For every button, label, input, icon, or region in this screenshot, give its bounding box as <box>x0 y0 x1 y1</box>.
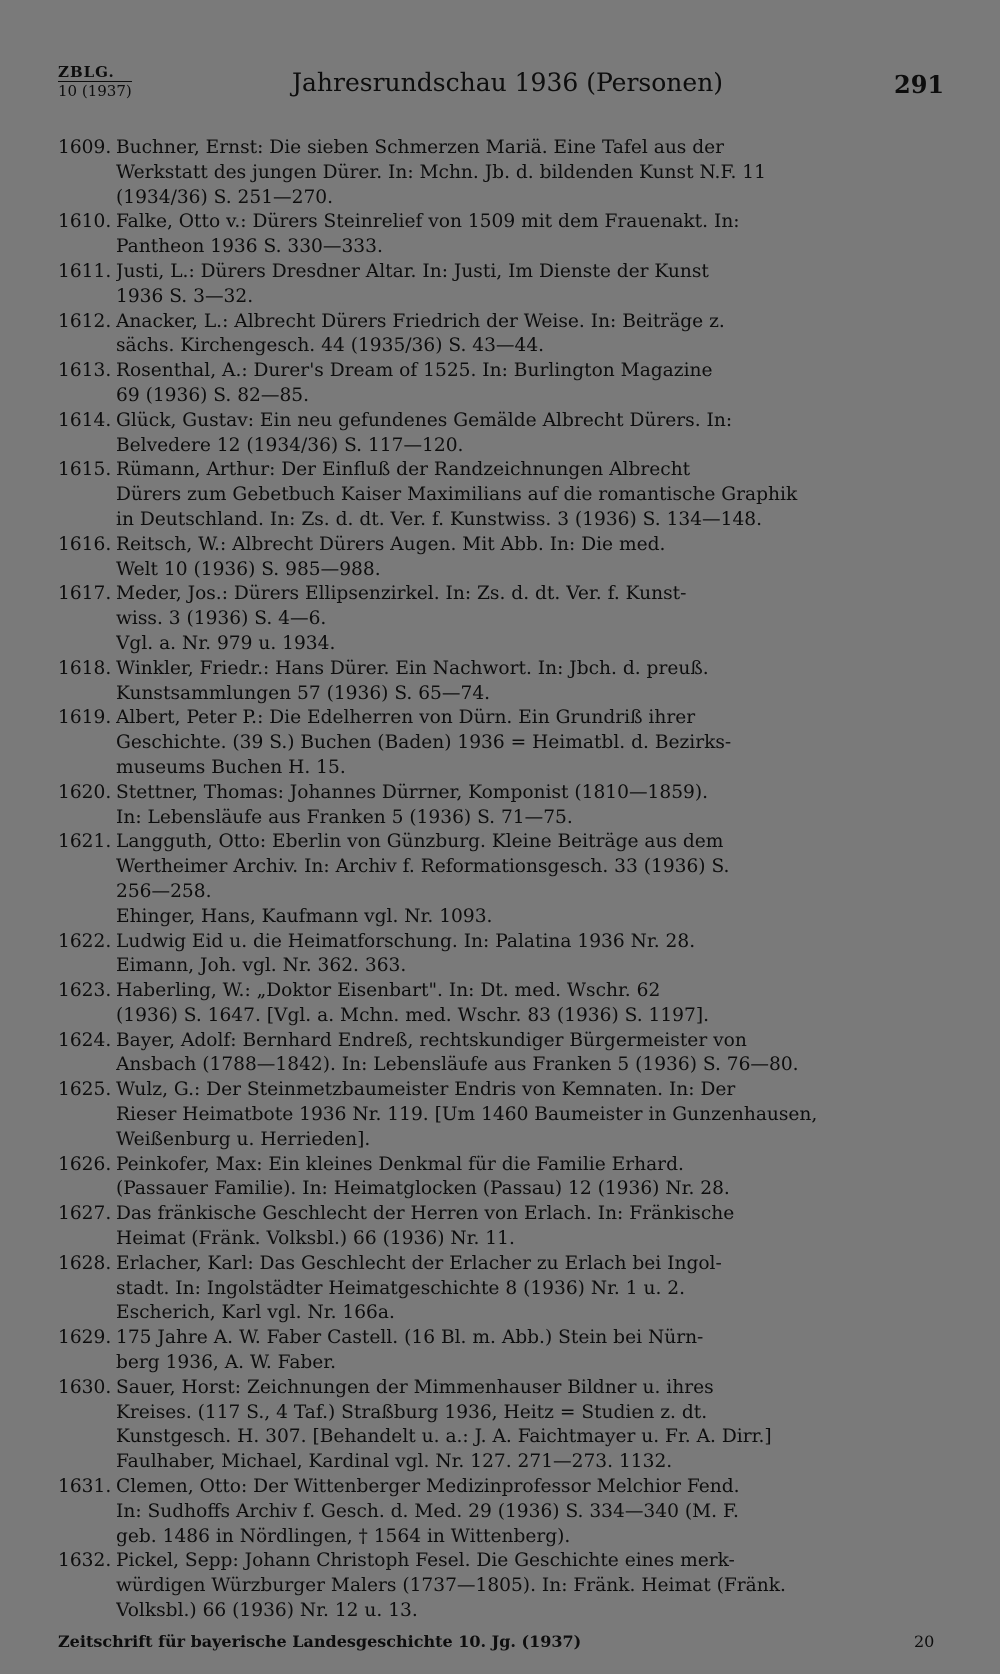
entry-line: Dürers zum Gebetbuch Kaiser Maximilians auf die romantische Graphik <box>116 484 798 506</box>
entry-line: Rieser Heimatbote 1936 Nr. 119. [Um 1460 Baumeister in Gunzenhausen, <box>116 1104 818 1126</box>
entry-number: 1632. <box>58 1550 112 1572</box>
entry-number: 1620. <box>58 781 112 803</box>
entry-text <box>116 706 936 780</box>
entry-number: 1624. <box>58 1029 112 1051</box>
footer-journal: Zeitschrift für bayerische Landesgeschichte 10. Jg. (1937) <box>58 1632 582 1651</box>
entry-line: In: Lebensläufe aus Franken 5 (1936) S. 71—75. <box>116 806 573 828</box>
bibliography-entry <box>0 1153 1000 1203</box>
entry-line: Volksbl.) 66 (1936) Nr. 12 u. 13. <box>116 1600 418 1622</box>
entry-line: (1936) S. 1647. [Vgl. a. Mchn. med. Wschr. 83 (1936) S. 1197]. <box>116 1004 710 1026</box>
entry-line: (Passauer Familie). In: Heimatglocken (Passau) 12 (1936) Nr. 28. <box>116 1178 730 1200</box>
entry-line: Vgl. a. Nr. 979 u. 1934. <box>116 632 336 654</box>
entry-line: Belvedere 12 (1934/36) S. 117—120. <box>116 434 464 456</box>
entry-line: geb. 1486 in Nördlingen, † 1564 in Wittenberg). <box>116 1525 571 1547</box>
entry-line: Pickel, Sepp: Johann Christoph Fesel. Die Geschichte eines merk- <box>116 1550 735 1572</box>
entry-line: Ludwig Eid u. die Heimatforschung. In: Palatina 1936 Nr. 28. <box>116 930 696 952</box>
entry-line: Langguth, Otto: Eberlin von Günzburg. Kleine Beiträge aus dem <box>116 831 724 853</box>
entry-number: 1623. <box>58 980 112 1002</box>
bibliography-entry <box>0 930 1000 980</box>
entry-number: 1614. <box>58 409 112 431</box>
bibliography-entry <box>0 979 1000 1029</box>
entry-line: Ansbach (1788—1842). In: Lebensläufe aus Franken 5 (1936) S. 76—80. <box>116 1054 799 1076</box>
entry-line: Welt 10 (1936) S. 985—988. <box>116 558 381 580</box>
entry-line: (1934/36) S. 251—270. <box>116 186 334 208</box>
bibliography-entry <box>0 905 1000 930</box>
entry-number: 1615. <box>58 459 112 481</box>
entry-line: Anacker, L.: Albrecht Dürers Friedrich der Weise. In: Beiträge z. <box>116 310 725 332</box>
entry-number: 1612. <box>58 310 112 332</box>
entry-text <box>116 136 936 210</box>
bibliography-entry <box>0 210 1000 260</box>
entry-line: Meder, Jos.: Dürers Ellipsenzirkel. In: Zs. d. dt. Ver. f. Kunst- <box>116 583 687 605</box>
journal-abbreviation <box>58 64 132 100</box>
bibliography-entry <box>0 458 1000 532</box>
entry-line: In: Sudhoffs Archiv f. Gesch. d. Med. 29 (1936) S. 334—340 (M. F. <box>116 1500 739 1522</box>
entry-text <box>116 533 936 583</box>
entry-line: Das fränkische Geschlecht der Herren von Erlach. In: Fränkische <box>116 1203 735 1225</box>
entry-number: 1630. <box>58 1376 112 1398</box>
entry-line: 1936 S. 3—32. <box>116 285 254 307</box>
entry-line: Albert, Peter P.: Die Edelherren von Dürn. Ein Grundriß ihrer <box>116 707 696 729</box>
bibliography-entry <box>0 781 1000 831</box>
entry-number: 1626. <box>58 1153 112 1175</box>
entry-text <box>116 1202 936 1252</box>
entry-number: 1616. <box>58 533 112 555</box>
entry-line: Falke, Otto v.: Dürers Steinrelief von 1509 mit dem Frauenakt. In: <box>116 211 740 233</box>
entry-line: sächs. Kirchengesch. 44 (1935/36) S. 43—44. <box>116 335 545 357</box>
entry-line: Wulz, G.: Der Steinmetzbaumeister Endris von Kemnaten. In: Der <box>116 1079 736 1101</box>
entry-text <box>116 1326 936 1376</box>
entry-text <box>116 359 936 409</box>
page-number: 291 <box>894 70 945 99</box>
journal-abbr: ZBLG. <box>58 63 115 81</box>
entry-number: 1628. <box>58 1252 112 1274</box>
entry-line: Wertheimer Archiv. In: Archiv f. Reformationsgesch. 33 (1936) S. <box>116 856 730 878</box>
bibliography-entry <box>0 1376 1000 1475</box>
entry-text <box>116 1475 936 1549</box>
entry-line: stadt. In: Ingolstädter Heimatgeschichte 8 (1936) Nr. 1 u. 2. <box>116 1277 686 1299</box>
entry-text <box>116 210 936 260</box>
entry-line: würdigen Würzburger Malers (1737—1805). In: Fränk. Heimat (Fränk. <box>116 1575 786 1597</box>
entry-line: Justi, L.: Dürers Dresdner Altar. In: Justi, Im Dienste der Kunst <box>116 260 709 282</box>
entry-line: Kunstgesch. H. 307. [Behandelt u. a.: J. A. Faichtmayer u. Fr. A. Dirr.] <box>116 1426 772 1448</box>
entry-line: Sauer, Horst: Zeichnungen der Mimmenhauser Bildner u. ihres <box>116 1376 714 1398</box>
bibliography-list <box>0 136 1000 1624</box>
entry-text <box>116 409 936 459</box>
entry-number: 1609. <box>58 137 112 158</box>
entry-number: 1611. <box>58 260 112 282</box>
entry-line: Stettner, Thomas: Johannes Dürrner, Komponist (1810—1859). <box>116 781 709 803</box>
entry-number: 1629. <box>58 1327 112 1349</box>
entry-text <box>116 458 936 532</box>
entry-text <box>116 310 936 360</box>
bibliography-entry <box>0 310 1000 360</box>
entry-line: wiss. 3 (1936) S. 4—6. <box>116 608 327 630</box>
entry-text <box>116 657 936 707</box>
entry-number: 1617. <box>58 583 112 605</box>
entry-number: 1627. <box>58 1203 112 1225</box>
bibliography-entry <box>0 1549 1000 1623</box>
entry-line: Peinkofer, Max: Ein kleines Denkmal für die Familie Erhard. <box>116 1153 684 1175</box>
entry-line: berg 1936, A. W. Faber. <box>116 1352 337 1374</box>
bibliography-entry <box>0 136 1000 210</box>
entry-line: Ehinger, Hans, Kaufmann vgl. Nr. 1093. <box>116 905 493 927</box>
bibliography-entry <box>0 1326 1000 1376</box>
entry-number: 1613. <box>58 360 112 382</box>
entry-line: Geschichte. (39 S.) Buchen (Baden) 1936 = Heimatbl. d. Bezirks- <box>116 732 732 754</box>
entry-number: 1621. <box>58 831 112 853</box>
entry-line: Erlacher, Karl: Das Geschlecht der Erlacher zu Erlach bei Ingol- <box>116 1252 722 1274</box>
bibliography-entry <box>0 409 1000 459</box>
bibliography-entry <box>0 582 1000 656</box>
entry-line: 175 Jahre A. W. Faber Castell. (16 Bl. m. Abb.) Stein bei Nürn- <box>116 1327 704 1349</box>
journal-volume: 10 (1937) <box>58 82 132 100</box>
entry-line: 69 (1936) S. 82—85. <box>116 384 310 406</box>
entry-line: Escherich, Karl vgl. Nr. 166a. <box>116 1302 395 1324</box>
entry-text <box>116 1376 936 1475</box>
bibliography-entry <box>0 1029 1000 1079</box>
entry-text <box>116 1029 936 1079</box>
entry-line: Heimat (Fränk. Volksbl.) 66 (1936) Nr. 11. <box>116 1228 515 1250</box>
entry-line: Clemen, Otto: Der Wittenberger Medizinprofessor Melchior Fend. <box>116 1476 740 1498</box>
bibliography-entry <box>0 1202 1000 1252</box>
entry-number: 1610. <box>58 211 112 233</box>
entry-line: Weißenburg u. Herrieden]. <box>116 1128 371 1150</box>
entry-number: 1618. <box>58 657 112 679</box>
entry-line: Kunstsammlungen 57 (1936) S. 65—74. <box>116 682 491 704</box>
bibliography-entry <box>0 260 1000 310</box>
entry-line: in Deutschland. In: Zs. d. dt. Ver. f. Kunstwiss. 3 (1936) S. 134—148. <box>116 508 763 530</box>
entry-line: Glück, Gustav: Ein neu gefundenes Gemälde Albrecht Dürers. In: <box>116 409 733 431</box>
entry-line: Pantheon 1936 S. 330—333. <box>116 236 383 258</box>
entry-line: Werkstatt des jungen Dürer. In: Mchn. Jb. d. bildenden Kunst N.F. 11 <box>116 161 766 183</box>
bibliography-entry <box>0 657 1000 707</box>
entry-line: Eimann, Joh. vgl. Nr. 362. 363. <box>116 955 407 977</box>
entry-number: 1625. <box>58 1079 112 1101</box>
entry-line: Buchner, Ernst: Die sieben Schmerzen Mariä. Eine Tafel aus der <box>116 137 725 158</box>
bibliography-entry <box>0 533 1000 583</box>
bibliography-entry <box>0 1252 1000 1326</box>
entry-line: Reitsch, W.: Albrecht Dürers Augen. Mit Abb. In: Die med. <box>116 533 666 555</box>
entry-text <box>116 930 936 980</box>
entry-line: Rümann, Arthur: Der Einfluß der Randzeichnungen Albrecht <box>116 459 691 481</box>
entry-line: Kreises. (117 S., 4 Taf.) Straßburg 1936, Heitz = Studien z. dt. <box>116 1401 708 1423</box>
entry-number: 1622. <box>58 930 112 952</box>
entry-text <box>116 260 936 310</box>
entry-text <box>116 1153 936 1203</box>
entry-line: museums Buchen H. 15. <box>116 756 346 778</box>
bibliography-entry <box>0 830 1000 904</box>
bibliography-entry <box>0 1078 1000 1152</box>
entry-number: 1619. <box>58 707 112 729</box>
entry-line: Haberling, W.: „Doktor Eisenbart". In: Dt. med. Wschr. 62 <box>116 980 661 1002</box>
entry-line: Winkler, Friedr.: Hans Dürer. Ein Nachwort. In: Jbch. d. preuß. <box>116 657 709 679</box>
entry-text <box>116 1078 936 1152</box>
entry-number: 1631. <box>58 1476 112 1498</box>
entry-text <box>116 830 936 904</box>
footer-sheet-number: 20 <box>914 1632 935 1651</box>
entry-text <box>116 781 936 831</box>
entry-text <box>116 1549 936 1623</box>
bibliography-entry <box>0 706 1000 780</box>
entry-text <box>116 905 936 930</box>
entry-text <box>116 1252 936 1326</box>
entry-line: Rosenthal, A.: Durer's Dream of 1525. In: Burlington Magazine <box>116 360 713 382</box>
bibliography-entry <box>0 1475 1000 1549</box>
entry-line: Bayer, Adolf: Bernhard Endreß, rechtskundiger Bürgermeister von <box>116 1029 747 1051</box>
entry-text <box>116 979 936 1029</box>
page-title: Jahresrundschau 1936 (Personen) <box>292 68 724 97</box>
entry-line: Faulhaber, Michael, Kardinal vgl. Nr. 127. 271—273. 1132. <box>116 1451 673 1473</box>
entry-text <box>116 582 936 656</box>
bibliography-entry <box>0 359 1000 409</box>
entry-line: 256—258. <box>116 880 212 902</box>
